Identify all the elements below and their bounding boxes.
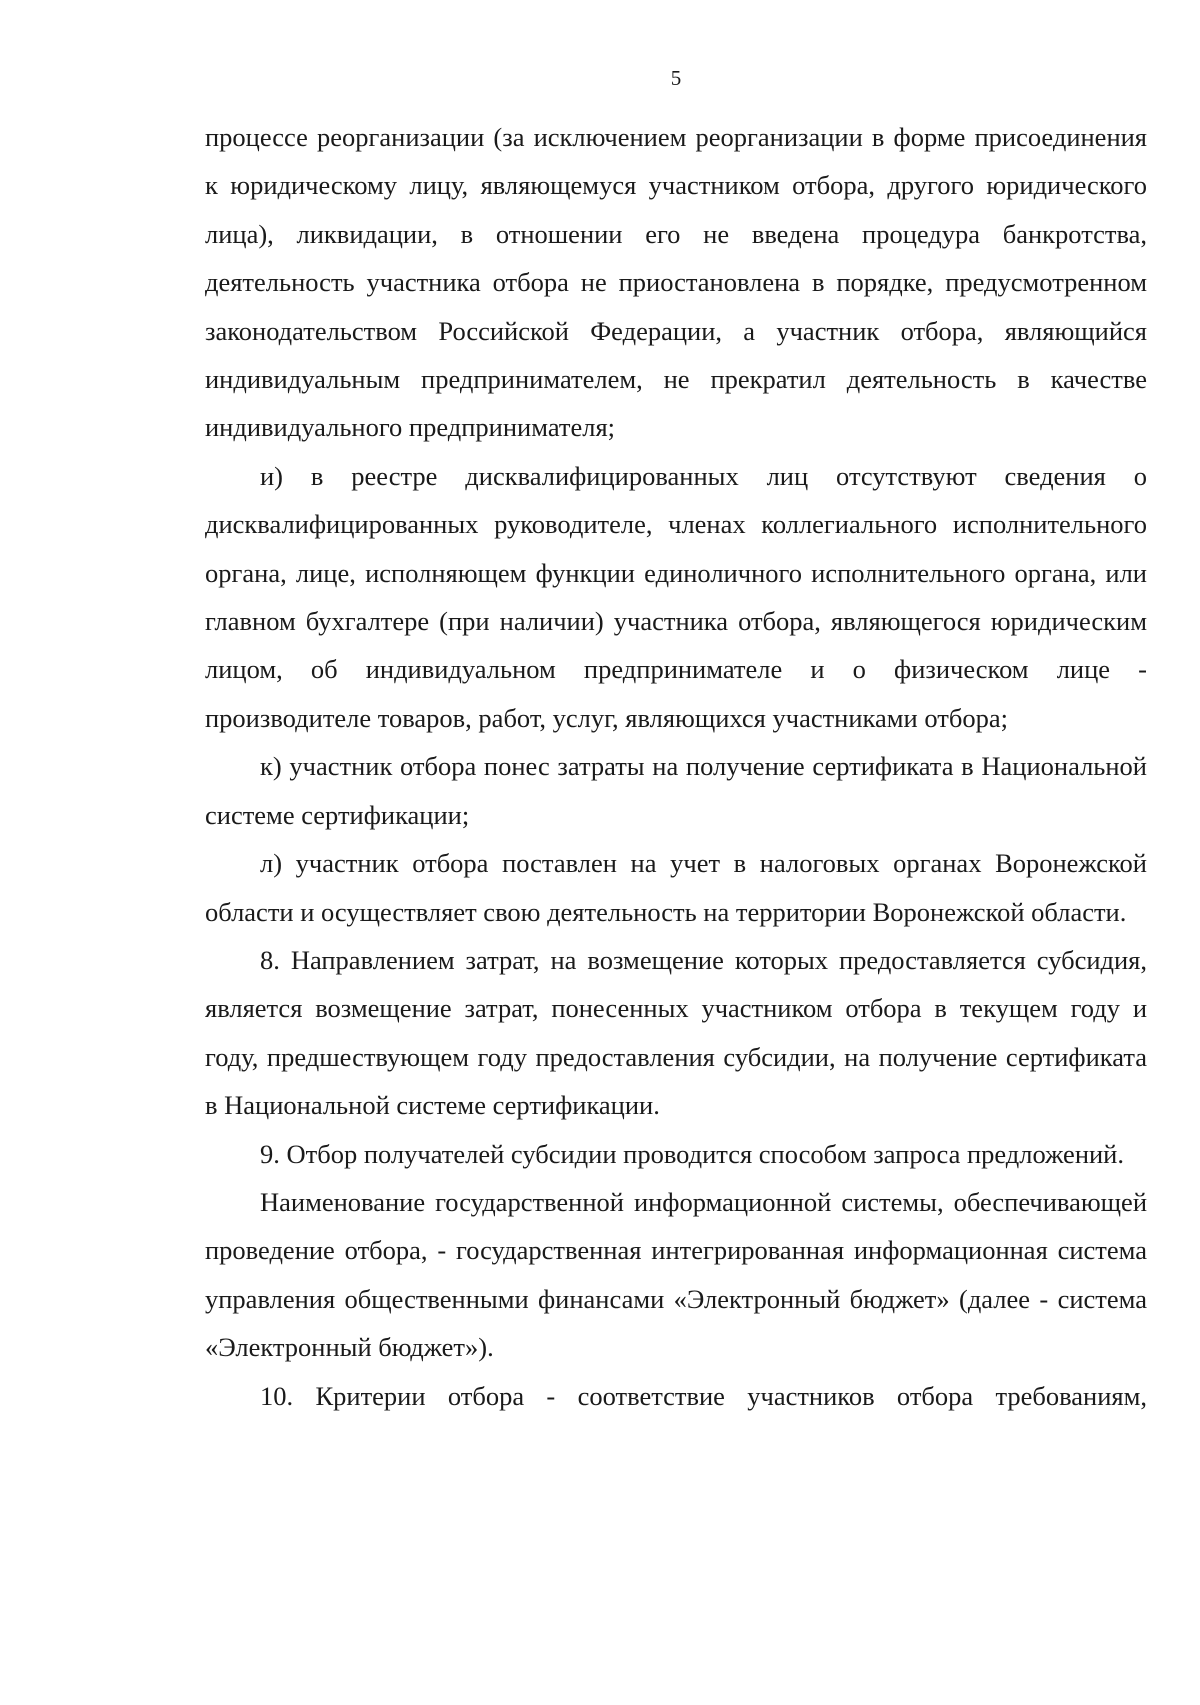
paragraph-clause-9: 9. Отбор получателей субсидии проводится способом запроса предложений. bbox=[260, 1138, 1124, 1169]
paragraph-item-l: л) участник отбора поставлен на учет в налоговых органах Воронежской области и осуществляет свою деятельность на территории Воронежской области. bbox=[205, 848, 1147, 927]
paragraph-item-i: и) в реестре дисквалифицированных лиц отсутствуют сведения о дисквалифицированных руководителе, членах коллегиального исполнительного органа, лице, исполняющем функции единоличного исполнительного органа, или главном бухгалтере (при наличии) участника отбора, являющегося юридическим лицом, об индивидуальном предпринимателе и о физическом лице - производителе товаров, работ, услуг, являющихся участниками отбора; bbox=[205, 460, 1147, 733]
body-text bbox=[205, 113, 1147, 1420]
page-number: 5 bbox=[670, 66, 682, 90]
paragraph-continuation: процессе реорганизации (за исключением реорганизации в форме присоединения к юридическому лицу, являющемуся участником отбора, другого юридического лица), ликвидации, в отношении его не введена процедура банкротства, деятельность участника отбора не приостановлена в порядке, предусмотренном законодательством Российской Федерации, а участник отбора, являющийся индивидуальным предпринимателем, не прекратил деятельность в качестве индивидуального предпринимателя; bbox=[205, 122, 1147, 443]
paragraph-clause-8: 8. Направлением затрат, на возмещение которых предоставляется субсидия, является возмещение затрат, понесенных участником отбора в текущем году и году, предшествующем году предоставления субсидии, на получение сертификата в Национальной системе сертификации. bbox=[205, 944, 1147, 1121]
paragraph-clause-10: 10. Критерии отбора - соответствие участников отбора требованиям, bbox=[260, 1380, 1147, 1411]
paragraph-item-k: к) участник отбора понес затраты на получение сертификата в Национальной системе сертификации; bbox=[205, 751, 1147, 830]
paragraph-system-name: Наименование государственной информационной системы, обеспечивающей проведение отбора, - государственная интегрированная информационная система управления общественными финансами «Электронный бюджет» (далее - система «Электронный бюджет»). bbox=[205, 1186, 1147, 1363]
